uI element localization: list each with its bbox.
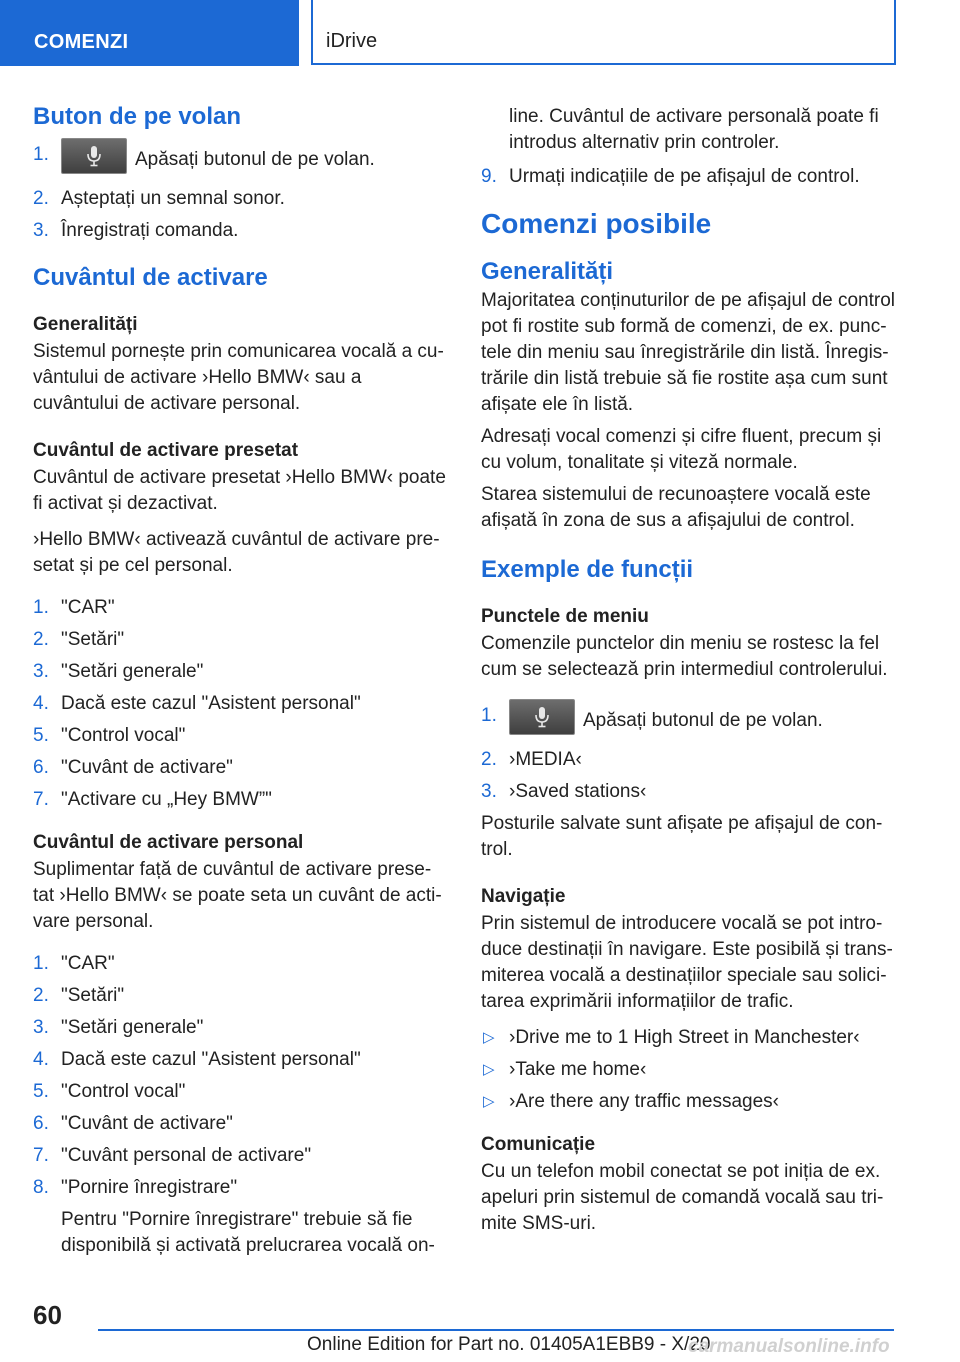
menu-after-text: Posturile salvate sunt afișate pe afișajul de con-trol. xyxy=(481,812,883,860)
list-item xyxy=(33,1047,448,1073)
step-text: "Cuvânt personal de activare" xyxy=(61,1145,312,1167)
bullet-triangle-icon: ▷ xyxy=(483,1028,495,1046)
list-item xyxy=(33,983,448,1009)
step-text: "CAR" xyxy=(61,953,115,975)
menu-items-text: Comenzile punctelor din meniu se rostesc la fel cum se selectează prin intermediul controlerului. xyxy=(481,632,888,680)
communication-title: Comunicație xyxy=(481,1133,596,1155)
step-number: 8. xyxy=(33,1177,49,1199)
list-item xyxy=(33,627,448,653)
general-text: Sistemul pornește prin comunicarea vocală a cu-vântului de activare ›Hello BMW‹ sau a cuvântului de activare personal. xyxy=(33,341,444,415)
bullet-text: ›Take me home‹ xyxy=(509,1058,647,1080)
bullet-text: ›Are there any traffic messages‹ xyxy=(509,1090,779,1112)
general-title: Generalități xyxy=(33,314,138,336)
step-text: Dacă este cazul "Asistent personal" xyxy=(61,1049,361,1071)
step-text: Dacă este cazul "Asistent personal" xyxy=(61,693,361,715)
list-item xyxy=(33,951,448,977)
step-text: Așteptați un semnal sonor. xyxy=(61,188,285,210)
step-text: "Pornire înregistrare" xyxy=(61,1177,238,1199)
list-item xyxy=(33,1079,448,1105)
step-text: "Control vocal" xyxy=(61,1081,186,1103)
preset-text-1: Cuvântul de activare presetat ›Hello BMW‹ poate fi activat și dezactivat. xyxy=(33,467,446,515)
step-text: Înregistrați comanda. xyxy=(61,220,239,242)
right-column xyxy=(481,104,901,1237)
steering-button-heading: Buton de pe volan xyxy=(33,103,242,130)
list-item xyxy=(481,747,901,773)
footer-divider xyxy=(98,1329,894,1331)
step-number: 3. xyxy=(33,661,49,683)
page-number: 60 xyxy=(33,1300,62,1330)
list-item xyxy=(481,779,901,805)
list-item xyxy=(33,142,448,178)
list-item xyxy=(481,1089,901,1115)
step-number: 1. xyxy=(481,704,497,726)
step-text: "Setări generale" xyxy=(61,661,204,683)
possible-commands-heading: Comenzi posibile xyxy=(481,208,712,239)
step-text: "Activare cu „Hey BMW”" xyxy=(61,789,272,811)
edition-text: Online Edition for Part no. 01405A1EBB9 - X/20 xyxy=(307,1334,711,1355)
navigation-title: Navigație xyxy=(481,885,566,907)
navigation-bullets-list xyxy=(481,1025,901,1115)
step-text: "Setări" xyxy=(61,985,125,1007)
general-paragraph-3: Starea sistemului de recunoaștere vocală este afișată în zona de sus a afișajului de control. xyxy=(481,483,871,531)
list-item xyxy=(33,1175,448,1259)
list-item xyxy=(33,1015,448,1041)
page-header xyxy=(0,0,960,66)
step-text: "CAR" xyxy=(61,597,115,619)
step-number: 6. xyxy=(33,757,49,779)
list-item xyxy=(33,595,448,621)
communication-text: Cu un telefon mobil conectat se pot iniția de ex. apeluri prin sistemul de comandă vocală sau tri-mite SMS-uri. xyxy=(481,1160,884,1234)
steering-steps-list xyxy=(33,142,448,244)
preset-title: Cuvântul de activare presetat xyxy=(33,440,299,462)
step-number: 5. xyxy=(33,725,49,747)
preset-steps-list xyxy=(33,595,448,813)
list-item xyxy=(33,723,448,749)
step-number: 1. xyxy=(33,953,49,975)
step-text: "Cuvânt de activare" xyxy=(61,1113,233,1135)
step-text: ›MEDIA‹ xyxy=(509,748,582,770)
function-examples-heading: Exemple de funcții xyxy=(481,555,694,583)
bullet-text: ›Drive me to 1 High Street in Manchester‹ xyxy=(509,1026,860,1048)
general-paragraph-2: Adresați vocal comenzi și cifre fluent, precum și cu volum, tonalitate și viteză normale. xyxy=(481,425,882,473)
preset-text-2: ›Hello BMW‹ activează cuvântul de activare pre-setat și pe cel personal. xyxy=(33,529,440,577)
section-tab: COMENZI xyxy=(0,0,299,66)
step-number: 4. xyxy=(33,693,49,715)
list-item xyxy=(33,691,448,717)
step-note: Pentru "Pornire înregistrare" trebuie să fie disponibilă și activată prelucrarea vocală on- xyxy=(61,1209,435,1257)
personal-text: Suplimentar față de cuvântul de activare prese-tat ›Hello BMW‹ se poate seta un cuvânt de acti-vare personal. xyxy=(33,859,442,933)
navigation-text: Prin sistemul de introducere vocală se pot intro-duce destinații în navigare. Este posibilă și trans-miterea vocală a destinațiilor speciale sau solici-tarea exprimării informațiilor de trafic. xyxy=(481,912,893,1012)
list-item xyxy=(481,164,901,190)
step-number: 1. xyxy=(33,144,49,166)
steering-voice-button xyxy=(61,138,127,174)
step-number: 3. xyxy=(33,220,49,242)
left-column xyxy=(33,96,448,1265)
step-number: 2. xyxy=(481,748,497,770)
list-item xyxy=(33,1143,448,1169)
step-text: Urmați indicațiile de pe afișajul de control. xyxy=(509,166,860,187)
general-heading: Generalități xyxy=(481,258,614,286)
step-number: 4. xyxy=(33,1049,49,1071)
step-number: 2. xyxy=(33,188,49,210)
list-item xyxy=(481,1025,901,1051)
list-item xyxy=(33,787,448,813)
menu-items-title: Punctele de meniu xyxy=(481,605,649,627)
bullet-triangle-icon: ▷ xyxy=(483,1060,495,1078)
continued-text: line. Cuvântul de activare personală poate fi introdus alternativ prin controler. xyxy=(509,106,879,153)
step-text: Apăsați butonul de pe volan. xyxy=(135,149,375,171)
step-9-list xyxy=(481,164,901,190)
list-item xyxy=(33,1111,448,1137)
personal-steps-list xyxy=(33,951,448,1259)
step-number: 2. xyxy=(33,985,49,1007)
bullet-triangle-icon: ▷ xyxy=(483,1092,495,1110)
list-item xyxy=(33,755,448,781)
step-number: 1. xyxy=(33,597,49,619)
wake-word-heading: Cuvântul de activare xyxy=(33,264,268,292)
step-text: "Setări generale" xyxy=(61,1017,204,1039)
microphone-icon xyxy=(534,706,550,728)
step-number: 3. xyxy=(33,1017,49,1039)
menu-steps-list xyxy=(481,703,901,805)
step-number: 3. xyxy=(481,780,497,802)
microphone-icon xyxy=(86,145,102,167)
list-item xyxy=(33,186,448,212)
step-text: ›Saved stations‹ xyxy=(509,780,647,802)
step-number: 7. xyxy=(33,789,49,811)
step-number: 9. xyxy=(481,166,497,187)
personal-title: Cuvântul de activare personal xyxy=(33,832,304,854)
step-text: Apăsați butonul de pe volan. xyxy=(583,709,823,731)
step-text: "Control vocal" xyxy=(61,725,186,747)
step-text: "Setări" xyxy=(61,629,125,651)
list-item xyxy=(33,659,448,685)
step-number: 7. xyxy=(33,1145,49,1167)
step-number: 2. xyxy=(33,629,49,651)
steering-voice-button xyxy=(509,699,575,735)
general-paragraph-1: Majoritatea conținuturilor de pe afișajul de control pot fi rostite sub formă de comenzi, de ex. punc-tele din meniu sau înregistrările din listă. Înregis-trările din listă trebuie să fie rostite așa cum sunt afișate ele în listă. xyxy=(481,289,896,415)
watermark-logo: carmanualsonline.info xyxy=(688,1336,890,1357)
step-number: 6. xyxy=(33,1113,49,1135)
step-number: 5. xyxy=(33,1081,49,1103)
chapter-tab: iDrive xyxy=(311,0,896,65)
list-item xyxy=(481,703,901,739)
step-text: "Cuvânt de activare" xyxy=(61,757,233,779)
list-item xyxy=(33,218,448,244)
list-item xyxy=(481,1057,901,1083)
